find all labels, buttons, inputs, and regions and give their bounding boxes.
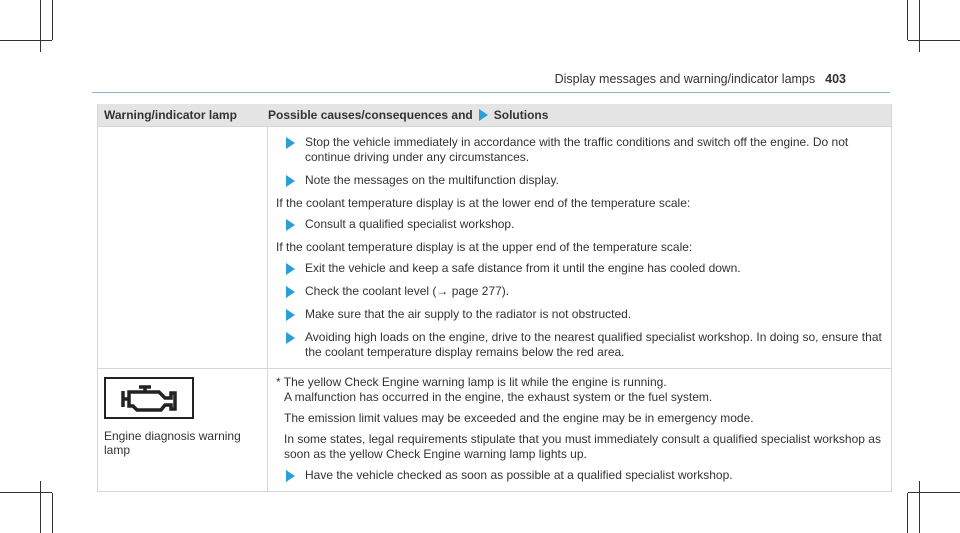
- lamp-cell-empty: [98, 127, 268, 368]
- col2-header-solutions: Solutions: [493, 108, 549, 122]
- crop-mark: [907, 493, 908, 533]
- solutions-cell: [268, 127, 891, 368]
- step-arrow-icon: [286, 332, 295, 344]
- crop-mark: [919, 481, 920, 533]
- note-text: The emission limit values may be exceeded and the engine may be in emergency mode.: [284, 411, 754, 425]
- solutions-cell: [268, 369, 891, 491]
- solution-step: [276, 261, 883, 276]
- crop-mark: [0, 492, 52, 493]
- solution-step: [276, 284, 883, 299]
- step-text: Note the messages on the multifunction display.: [305, 173, 559, 187]
- step-arrow-icon: [286, 137, 295, 149]
- solution-step: [276, 468, 883, 483]
- crop-mark: [907, 0, 908, 40]
- crop-mark: [0, 40, 52, 41]
- engine-check-icon: [104, 377, 194, 419]
- step-text: Stop the vehicle immediately in accordance with the traffic conditions and switch off the engine. Do not continue driving under any circumstances.: [305, 135, 849, 164]
- step-arrow-icon: [286, 470, 295, 482]
- step-text: Make sure that the air supply to the radiator is not obstructed.: [305, 307, 632, 321]
- lamp-label: Engine diagnosis warning lamp: [104, 429, 241, 457]
- condition-text: If the coolant temperature display is at the lower end of the temperature scale:: [276, 196, 691, 210]
- table-row: [98, 126, 891, 368]
- table-header: [98, 104, 891, 126]
- solution-step: [276, 330, 883, 360]
- step-text: Avoiding high loads on the engine, drive to the nearest qualified specialist workshop. In doing so, ensure that the coolant temperature display remains below the red area.: [305, 330, 882, 359]
- crop-mark: [40, 481, 41, 533]
- solution-step: [276, 307, 883, 322]
- crop-mark: [40, 0, 41, 52]
- condition-text: If the coolant temperature display is at the upper end of the temperature scale:: [276, 240, 693, 254]
- solution-step: [276, 217, 883, 232]
- col1-header: Warning/indicator lamp: [104, 108, 237, 122]
- step-arrow-icon: [286, 309, 295, 321]
- engine-check-svg: [119, 383, 179, 413]
- crop-mark: [908, 492, 960, 493]
- solution-step: [276, 135, 883, 165]
- crop-mark: [52, 0, 53, 40]
- col2-header: [268, 108, 891, 122]
- step-arrow-icon: [286, 219, 295, 231]
- crop-mark: [52, 493, 53, 533]
- step-arrow-icon: [286, 286, 295, 298]
- page-number: 403: [825, 72, 846, 86]
- step-text: Check the coolant level (→ page 277).: [305, 284, 510, 298]
- crop-mark: [919, 0, 920, 52]
- header-rule: [92, 92, 890, 93]
- warning-table: [97, 104, 892, 492]
- note-text: In some states, legal requirements stipulate that you must immediately consult a qualified specialist workshop as soon as the yellow Check Engine warning lamp lights up.: [284, 432, 881, 461]
- table-row: [98, 368, 891, 491]
- header-title: Display messages and warning/indicator lamps: [554, 72, 816, 86]
- note-text: * The yellow Check Engine warning lamp is lit while the engine is running.: [276, 375, 667, 389]
- step-text: Exit the vehicle and keep a safe distance from it until the engine has cooled down.: [305, 261, 741, 275]
- lamp-cell: [98, 369, 268, 491]
- step-text: Have the vehicle checked as soon as possible at a qualified specialist workshop.: [305, 468, 733, 482]
- col2-header-label: Possible causes/consequences and: [268, 108, 473, 122]
- step-text: Consult a qualified specialist workshop.: [305, 217, 515, 231]
- crop-mark: [908, 40, 960, 41]
- solution-arrow-icon: [479, 109, 488, 121]
- page-header: [555, 72, 846, 86]
- step-arrow-icon: [286, 175, 295, 187]
- step-arrow-icon: [286, 263, 295, 275]
- note-text: A malfunction has occurred in the engine, the exhaust system or the fuel system.: [284, 390, 713, 404]
- solution-step: [276, 173, 883, 188]
